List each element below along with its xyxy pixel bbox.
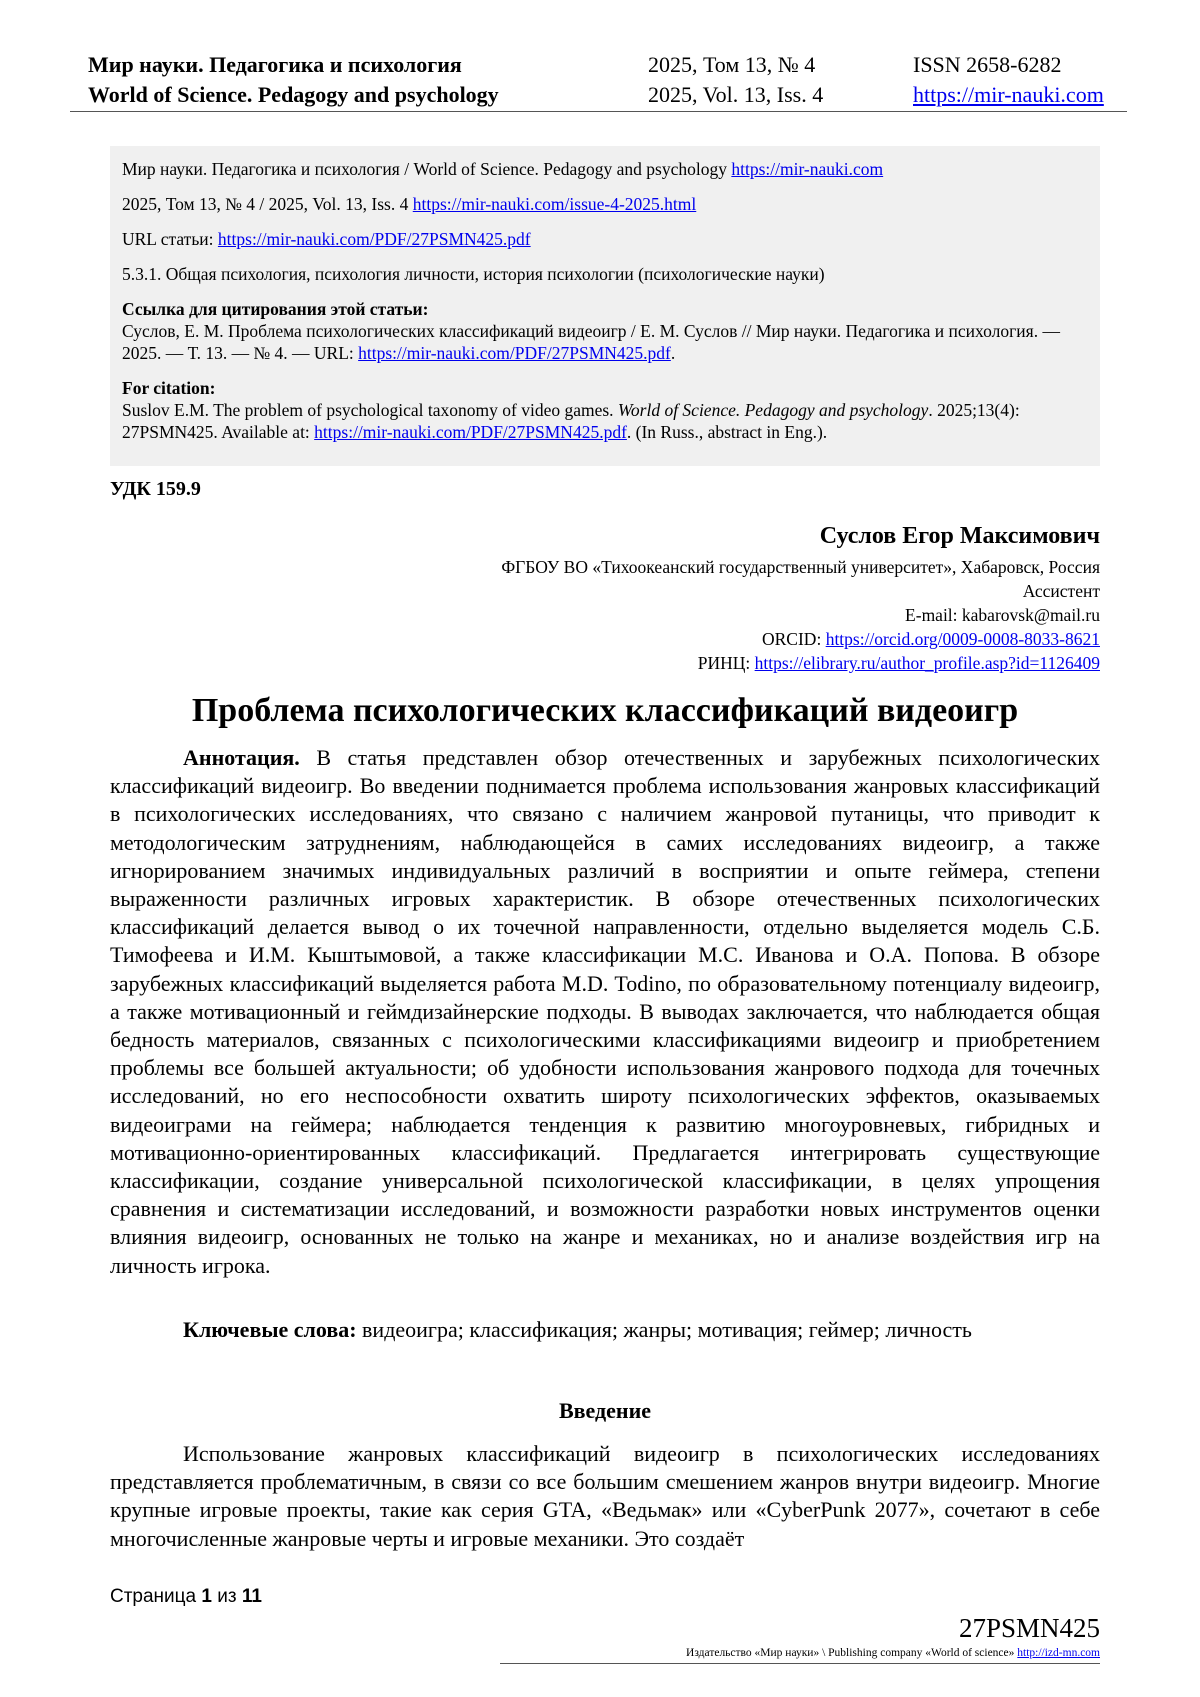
cite-en-text: Suslov E.M. The problem of psychological taxonomy of video games. — [122, 400, 618, 420]
author-orcid — [501, 627, 1100, 651]
publisher-link[interactable]: http://izd-mn.com — [1017, 1647, 1100, 1659]
info-journal-link[interactable]: https://mir-nauki.com — [731, 159, 884, 179]
abstract-text: В статья представлен обзор отечественных и зарубежных психологических классификаций видеоигр. Во введении поднимается проблема использования жанровых классификаций в психологических исследованиях, что связано с наличием жанровой путаницы, что приводит к методологическим затруднениям, наблюдающейся в самих исследованиях видеоигр, а также игнорированием значимых индивидуальных различий в восприятии и опыте геймера, степени выраженности различных игровых характеристик. В обзоре отечественных психологических классификаций делается вывод о их точечной направленности, отдельно выделяется модель С.Б. Тимофеева и И.М. Кыштымовой, а также классификации М.С. Иванова и О.А. Попова. В обзоре зарубежных классификаций выделяется работа M.D. Todino, по образовательному потенциалу видеоигр, а также мотивационный и геймдизайнерские подходы. В выводах заключается, что наблюдается общая бедность материалов, связанных с психологическими классификациями видеоигр и приобретением проблемы все большей актуальности; об удобности использования жанрового подхода для точечных исследований, но его неспособности охватить широту психологических эффектов, оказываемых видеоиграми на геймера; наблюдается тенденция к развитию многоуровневых, гибридных и мотивационно-ориентированных классификаций. Предлагается интегрировать существующие классификации, создание универсальной психологической классификации, в целях упрощения сравнения и систематизации исследований, и возможности разработки новых инструментов оценки влияния видеоигр, основанных не только на жанре и механиках, но и анализе воздействия игр на личность игрока. — [110, 745, 1100, 1278]
cite-en-text-2: . 2025;13(4): 27PSMN425. Available at: — [122, 400, 1020, 442]
udk-code: УДК 159.9 — [110, 478, 201, 500]
journal-title-en: World of Science. Pedagogy and psychology — [88, 82, 499, 107]
cite-ru-link[interactable]: https://mir-nauki.com/PDF/27PSMN425.pdf — [358, 343, 671, 363]
info-issue-line — [122, 193, 1088, 215]
issue-ru: 2025, Том 13, № 4 — [648, 52, 816, 77]
author-name: Суслов Егор Максимович — [819, 523, 1100, 549]
info-issue-link[interactable]: https://mir-nauki.com/issue-4-2025.html — [412, 194, 697, 214]
rinc-label: РИНЦ: — [697, 653, 755, 673]
author-email: E-mail: kabarovsk@mail.ru — [905, 605, 1100, 625]
abstract — [110, 744, 1100, 1280]
info-specialty: 5.3.1. Общая психология, психология личности, история психологии (психологические науки) — [122, 264, 825, 284]
author-affiliation: ФГБОУ ВО «Тихоокеанский государственный университет», Хабаровск, Россия — [501, 557, 1100, 577]
page-of: из — [211, 1586, 242, 1607]
cite-ru-label: Ссылка для цитирования этой статьи: — [122, 299, 429, 319]
rinc-link[interactable]: https://elibrary.ru/author_profile.asp?id=1126409 — [754, 653, 1100, 673]
issn: ISSN 2658-6282 — [913, 52, 1062, 77]
cite-en-journal: World of Science. Pedagogy and psychology — [617, 400, 929, 420]
intro-paragraph: Использование жанровых классификаций видеоигр в психологических исследованиях представляется проблематичным, в связи со все большим смешением жанров внутри видеоигр. Многие крупные игровые проекты, такие как серия GTA, «Ведьмак» или «CyberPunk 2077», сочетают в себе многочисленные жанровые черты и игровые механики. Это создаёт — [110, 1441, 1100, 1551]
page-current: 1 — [201, 1586, 212, 1607]
publisher-text: Издательство «Мир науки» \ Publishing company «World of science» — [686, 1647, 1018, 1659]
orcid-link[interactable]: https://orcid.org/0009-0008-8033-8621 — [825, 629, 1100, 649]
cite-ru-text: Суслов, Е. М. Проблема психологических классификаций видеоигр / Е. М. Суслов // Мир науки. Педагогика и психология. — 2025. — Т. 13. — № 4. — URL: — [122, 321, 1060, 363]
author-block — [501, 520, 1100, 675]
keywords-label: Ключевые слова: — [183, 1317, 357, 1342]
keywords-text: видеоигра; классификация; жанры; мотивация; геймер; личность — [356, 1317, 972, 1342]
journal-site-link[interactable]: https://mir-nauki.com — [913, 82, 1104, 107]
cite-ru-end: . — [670, 343, 676, 363]
citation-info-box — [110, 146, 1100, 466]
cite-en-end: . (In Russ., abstract in Eng.). — [626, 422, 828, 442]
author-rinc — [501, 651, 1100, 675]
cite-en — [122, 399, 1088, 443]
page-word: Страница — [110, 1586, 202, 1607]
page-total: 11 — [241, 1586, 262, 1607]
abstract-label: Аннотация. — [183, 745, 300, 770]
cite-en-label: For citation: — [122, 378, 216, 398]
info-url-label: URL статьи: — [122, 229, 218, 249]
article-title: Проблема психологических классификаций видеоигр — [191, 692, 1019, 729]
author-position: Ассистент — [1022, 581, 1100, 601]
cite-ru — [122, 320, 1088, 364]
info-issue-text: 2025, Том 13, № 4 / 2025, Vol. 13, Iss. 4 — [122, 194, 413, 214]
cite-en-link[interactable]: https://mir-nauki.com/PDF/27PSMN425.pdf — [314, 422, 627, 442]
info-journal-line — [122, 158, 1088, 180]
journal-title-ru: Мир науки. Педагогика и психология — [88, 52, 462, 77]
issue-en: 2025, Vol. 13, Iss. 4 — [648, 82, 824, 107]
info-article-url-link[interactable]: https://mir-nauki.com/PDF/27PSMN425.pdf — [217, 229, 531, 249]
footer-divider — [500, 1663, 1100, 1664]
orcid-label: ORCID: — [762, 629, 826, 649]
article-code: 27PSMN425 — [958, 1613, 1100, 1643]
intro-heading: Введение — [558, 1398, 652, 1423]
publisher-line — [686, 1646, 1100, 1660]
info-journal-text: Мир науки. Педагогика и психология / World of Science. Pedagogy and psychology — [122, 159, 732, 179]
keywords — [183, 1316, 972, 1344]
info-url-line — [122, 228, 1088, 250]
page-counter — [110, 1586, 262, 1608]
header-divider — [70, 111, 1127, 112]
